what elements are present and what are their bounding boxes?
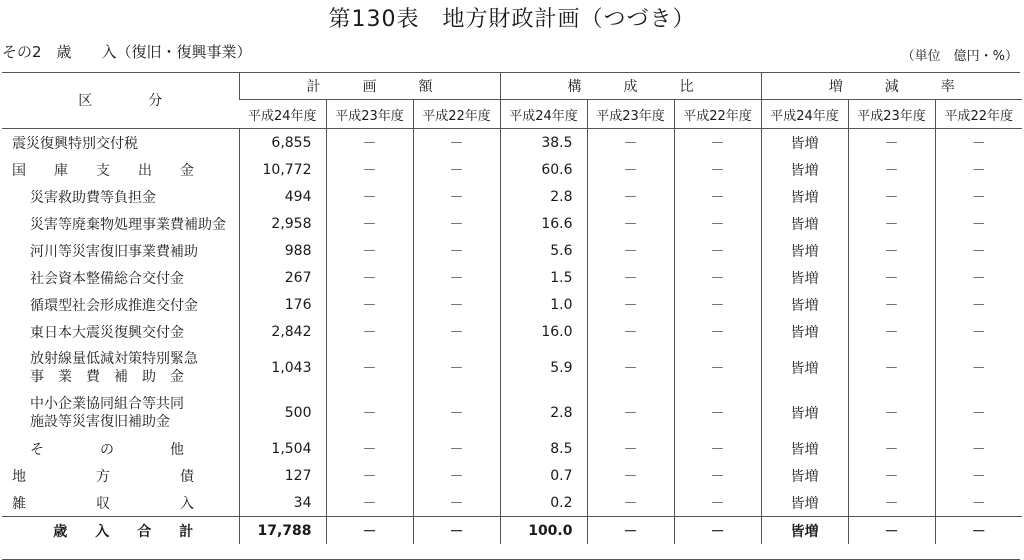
table-cell: － bbox=[674, 462, 761, 489]
table-cell: － bbox=[413, 156, 500, 183]
row-label bbox=[2, 390, 239, 435]
table-cell: － bbox=[326, 345, 413, 390]
table-cell: 60.6 bbox=[500, 156, 587, 183]
header-year: 平成22年度 bbox=[674, 100, 761, 129]
table-row bbox=[2, 345, 1022, 390]
table-cell: － bbox=[935, 264, 1022, 291]
table-cell: － bbox=[413, 318, 500, 345]
table-cell: － bbox=[848, 489, 935, 517]
table-cell: － bbox=[587, 489, 674, 517]
table-cell: － bbox=[674, 435, 761, 462]
table-cell: － bbox=[587, 129, 674, 157]
table-cell: － bbox=[587, 210, 674, 237]
finance-table bbox=[2, 72, 1022, 544]
table-cell: 267 bbox=[239, 264, 326, 291]
table-cell: － bbox=[848, 435, 935, 462]
table-cell: － bbox=[935, 237, 1022, 264]
table-row bbox=[2, 390, 1022, 435]
table-row bbox=[2, 435, 1022, 462]
table-cell: － bbox=[935, 129, 1022, 157]
table-cell: 皆増 bbox=[761, 345, 848, 390]
table-cell: 皆増 bbox=[761, 129, 848, 157]
table-cell: － bbox=[848, 517, 935, 545]
table-cell: － bbox=[326, 435, 413, 462]
table-cell: － bbox=[848, 183, 935, 210]
row-label: 歳 入 合 計 bbox=[2, 517, 239, 545]
table-cell: － bbox=[848, 462, 935, 489]
table-row bbox=[2, 183, 1022, 210]
table-cell: 皆増 bbox=[761, 264, 848, 291]
table-cell: － bbox=[935, 390, 1022, 435]
table-cell: － bbox=[848, 318, 935, 345]
table-cell: 988 bbox=[239, 237, 326, 264]
table-cell: － bbox=[326, 462, 413, 489]
table-cell: － bbox=[674, 264, 761, 291]
table-cell: 34 bbox=[239, 489, 326, 517]
table-cell: － bbox=[587, 390, 674, 435]
table-cell: － bbox=[935, 318, 1022, 345]
table-row bbox=[2, 129, 1022, 157]
table-cell: － bbox=[587, 183, 674, 210]
table-cell: 2.8 bbox=[500, 183, 587, 210]
table-cell: － bbox=[413, 390, 500, 435]
table-cell: － bbox=[674, 183, 761, 210]
table-cell: 494 bbox=[239, 183, 326, 210]
table-cell: － bbox=[935, 291, 1022, 318]
table-cell: － bbox=[935, 183, 1022, 210]
table-cell: － bbox=[587, 291, 674, 318]
table-cell: － bbox=[848, 345, 935, 390]
table-cell: 皆増 bbox=[761, 489, 848, 517]
table-cell: － bbox=[326, 129, 413, 157]
table-row bbox=[2, 210, 1022, 237]
table-cell: 0.2 bbox=[500, 489, 587, 517]
table-cell: － bbox=[413, 291, 500, 318]
table-cell: － bbox=[587, 156, 674, 183]
row-label: 災害等廃棄物処理事業費補助金 bbox=[30, 216, 226, 233]
table-cell: － bbox=[587, 345, 674, 390]
table-cell: 1.0 bbox=[500, 291, 587, 318]
table-cell: 8.5 bbox=[500, 435, 587, 462]
table-row bbox=[2, 237, 1022, 264]
table-cell: － bbox=[674, 237, 761, 264]
table-cell: － bbox=[848, 390, 935, 435]
table-cell: 2.8 bbox=[500, 390, 587, 435]
header-year: 平成24年度 bbox=[239, 100, 326, 129]
header-year: 平成22年度 bbox=[413, 100, 500, 129]
table-cell: － bbox=[848, 237, 935, 264]
row-label bbox=[2, 345, 239, 390]
table-cell: 500 bbox=[239, 390, 326, 435]
header-year: 平成24年度 bbox=[500, 100, 587, 129]
table-cell: 皆増 bbox=[761, 156, 848, 183]
table-cell: － bbox=[674, 318, 761, 345]
table-cell: － bbox=[935, 489, 1022, 517]
table-cell: 127 bbox=[239, 462, 326, 489]
table-cell: － bbox=[674, 390, 761, 435]
table-cell: 2,958 bbox=[239, 210, 326, 237]
header-composition: 構 成 比 bbox=[500, 72, 761, 100]
table-cell: － bbox=[674, 210, 761, 237]
table-cell: 皆増 bbox=[761, 390, 848, 435]
table-cell: － bbox=[674, 291, 761, 318]
table-cell: － bbox=[413, 210, 500, 237]
table-cell: － bbox=[326, 156, 413, 183]
table-cell: － bbox=[935, 345, 1022, 390]
table-cell: 100.0 bbox=[500, 517, 587, 545]
table-cell: － bbox=[935, 210, 1022, 237]
row-label: 河川等災害復旧事業費補助 bbox=[30, 243, 198, 260]
table-cell: － bbox=[674, 345, 761, 390]
table-cell: － bbox=[326, 291, 413, 318]
table-cell: － bbox=[935, 517, 1022, 545]
table-cell: － bbox=[326, 390, 413, 435]
table-cell: 皆増 bbox=[761, 210, 848, 237]
table-row bbox=[2, 489, 1022, 517]
table-title: 第130表 地方財政計画（つづき） bbox=[328, 7, 696, 32]
header-kubun: 区 分 bbox=[2, 72, 239, 129]
table-cell: 0.7 bbox=[500, 462, 587, 489]
table-cell: 皆増 bbox=[761, 291, 848, 318]
header-change-rate: 増 減 率 bbox=[761, 72, 1022, 100]
table-cell: － bbox=[413, 435, 500, 462]
table-cell: － bbox=[413, 264, 500, 291]
row-label: 雑 収 入 bbox=[12, 495, 194, 512]
table-cell: － bbox=[326, 264, 413, 291]
table-row bbox=[2, 318, 1022, 345]
table-cell: 1,504 bbox=[239, 435, 326, 462]
table-cell: 5.6 bbox=[500, 237, 587, 264]
table-cell: 2,842 bbox=[239, 318, 326, 345]
table-cell: 皆増 bbox=[761, 183, 848, 210]
row-label: 国 庫 支 出 金 bbox=[12, 162, 194, 179]
row-label-line: 中小企業協同組合等共同 bbox=[30, 395, 184, 412]
table-cell: － bbox=[413, 517, 500, 545]
table-cell: 16.0 bbox=[500, 318, 587, 345]
table-cell: － bbox=[326, 318, 413, 345]
table-cell: － bbox=[674, 129, 761, 157]
table-cell: － bbox=[848, 156, 935, 183]
table-cell: 10,772 bbox=[239, 156, 326, 183]
table-cell: － bbox=[413, 129, 500, 157]
table-cell: － bbox=[413, 183, 500, 210]
table-cell: － bbox=[935, 435, 1022, 462]
row-label-line: 放射線量低減対策特別緊急 bbox=[30, 350, 198, 367]
table-cell: － bbox=[587, 318, 674, 345]
header-year: 平成24年度 bbox=[761, 100, 848, 129]
row-label: 災害救助費等負担金 bbox=[30, 189, 156, 206]
table-cell: 1,043 bbox=[239, 345, 326, 390]
table-row bbox=[2, 462, 1022, 489]
table-cell: － bbox=[587, 517, 674, 545]
table-subtitle: その2 歳 入（復旧・復興事業） bbox=[2, 43, 252, 61]
table-cell: 176 bbox=[239, 291, 326, 318]
table-cell: － bbox=[848, 210, 935, 237]
table-cell: 16.6 bbox=[500, 210, 587, 237]
table-cell: 5.9 bbox=[500, 345, 587, 390]
table-cell: 17,788 bbox=[239, 517, 326, 545]
table-cell: － bbox=[848, 129, 935, 157]
table-cell: － bbox=[587, 264, 674, 291]
table-row bbox=[2, 291, 1022, 318]
table-cell: － bbox=[587, 462, 674, 489]
table-cell: 皆増 bbox=[761, 318, 848, 345]
table-body bbox=[2, 129, 1022, 545]
table-cell: － bbox=[326, 517, 413, 545]
row-label: そ の 他 bbox=[30, 441, 184, 458]
table-cell: 6,855 bbox=[239, 129, 326, 157]
header-plan-amount: 計 画 額 bbox=[239, 72, 500, 100]
table-cell: － bbox=[413, 489, 500, 517]
table-row bbox=[2, 264, 1022, 291]
table-cell: 38.5 bbox=[500, 129, 587, 157]
row-label-line: 施設等災害復旧補助金 bbox=[30, 413, 170, 430]
table-cell: － bbox=[326, 237, 413, 264]
table-cell: － bbox=[935, 462, 1022, 489]
header-year: 平成22年度 bbox=[935, 100, 1022, 129]
table-cell: － bbox=[848, 264, 935, 291]
table-cell: － bbox=[587, 435, 674, 462]
table-cell: 皆増 bbox=[761, 237, 848, 264]
row-label: 循環型社会形成推進交付金 bbox=[30, 297, 198, 314]
row-label: 東日本大震災復興交付金 bbox=[30, 324, 184, 341]
table-cell: － bbox=[848, 291, 935, 318]
table-cell: － bbox=[413, 237, 500, 264]
table-cell: － bbox=[326, 183, 413, 210]
table-cell: － bbox=[935, 156, 1022, 183]
table-cell: － bbox=[674, 489, 761, 517]
unit-note: （単位 億円・%） bbox=[901, 49, 1018, 64]
header-year: 平成23年度 bbox=[848, 100, 935, 129]
table-row bbox=[2, 156, 1022, 183]
table-cell: － bbox=[326, 210, 413, 237]
table-cell: － bbox=[326, 489, 413, 517]
table-cell: － bbox=[413, 345, 500, 390]
header-year: 平成23年度 bbox=[326, 100, 413, 129]
header-year: 平成23年度 bbox=[587, 100, 674, 129]
row-label-line: 事 業 費 補 助 金 bbox=[30, 368, 184, 385]
row-label: 社会資本整備総合交付金 bbox=[30, 270, 184, 287]
row-label: 地 方 債 bbox=[12, 468, 194, 485]
table-cell: － bbox=[587, 237, 674, 264]
table-cell: 1.5 bbox=[500, 264, 587, 291]
table-cell: 皆増 bbox=[761, 517, 848, 545]
table-cell: 皆増 bbox=[761, 462, 848, 489]
table-cell: － bbox=[413, 462, 500, 489]
table-cell: － bbox=[674, 517, 761, 545]
total-row bbox=[2, 517, 1022, 545]
row-label: 震災復興特別交付税 bbox=[12, 135, 138, 152]
table-cell: － bbox=[674, 156, 761, 183]
table-cell: 皆増 bbox=[761, 435, 848, 462]
